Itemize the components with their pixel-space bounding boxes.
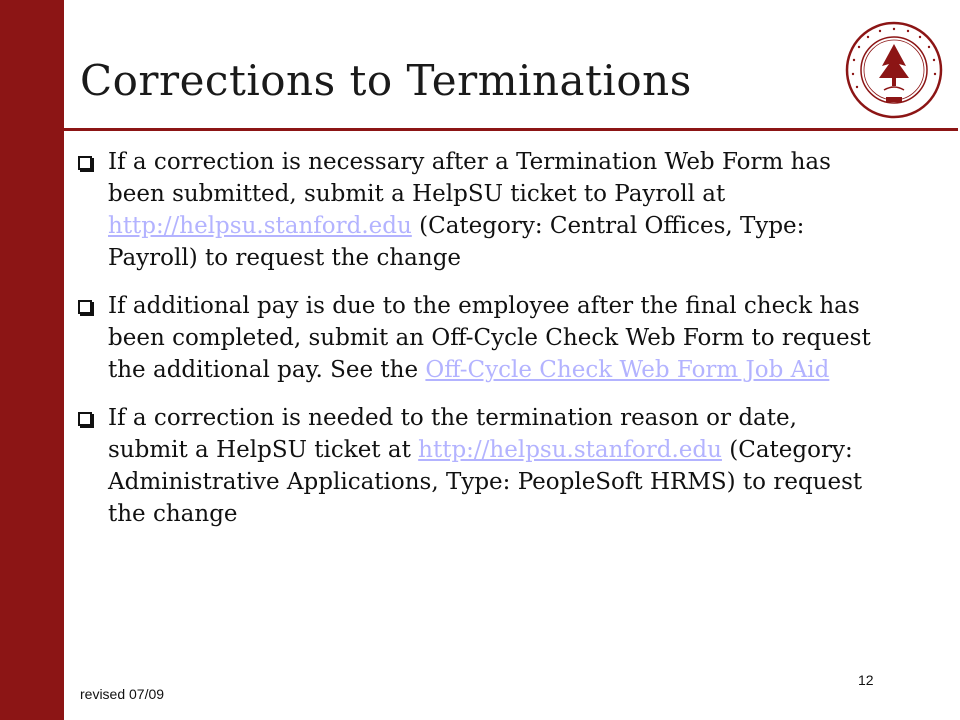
bullet-text: If a correction is necessary after a Termination Web Form has been submitted, submit a HelpSU ticket to Payroll at (108, 149, 831, 207)
bullet-list (78, 146, 878, 546)
helpsu-link[interactable]: http://helpsu.stanford.edu (418, 437, 722, 463)
left-accent-bar (0, 0, 64, 720)
revision-note: revised 07/09 (80, 686, 165, 702)
checkbox-icon (78, 412, 92, 426)
bullet-item (78, 402, 878, 530)
page-number: 12 (858, 672, 874, 688)
title-divider (64, 128, 958, 131)
bullet-item (78, 290, 878, 386)
bullet-text: If additional pay is due to the employee after the final check has been completed, submit an Off-Cycle Check Web Form to request the additional pay. See the (108, 293, 871, 383)
checkbox-icon (78, 156, 92, 170)
slide-title: Corrections to Terminations (80, 56, 692, 105)
job-aid-link[interactable]: Off-Cycle Check Web Form Job Aid (425, 357, 830, 383)
stanford-seal-icon (844, 20, 944, 120)
bullet-item (78, 146, 878, 274)
bullet-text: If a correction is needed to the termination reason or date, submit a HelpSU ticket at (108, 405, 797, 463)
checkbox-icon (78, 300, 92, 314)
bullet-text: (Category: Administrative Applications, Type: PeopleSoft HRMS) to request the change (108, 437, 863, 527)
helpsu-link[interactable]: http://helpsu.stanford.edu (108, 213, 412, 239)
bullet-text: (Category: Central Offices, Type: Payroll) to request the change (108, 213, 805, 271)
